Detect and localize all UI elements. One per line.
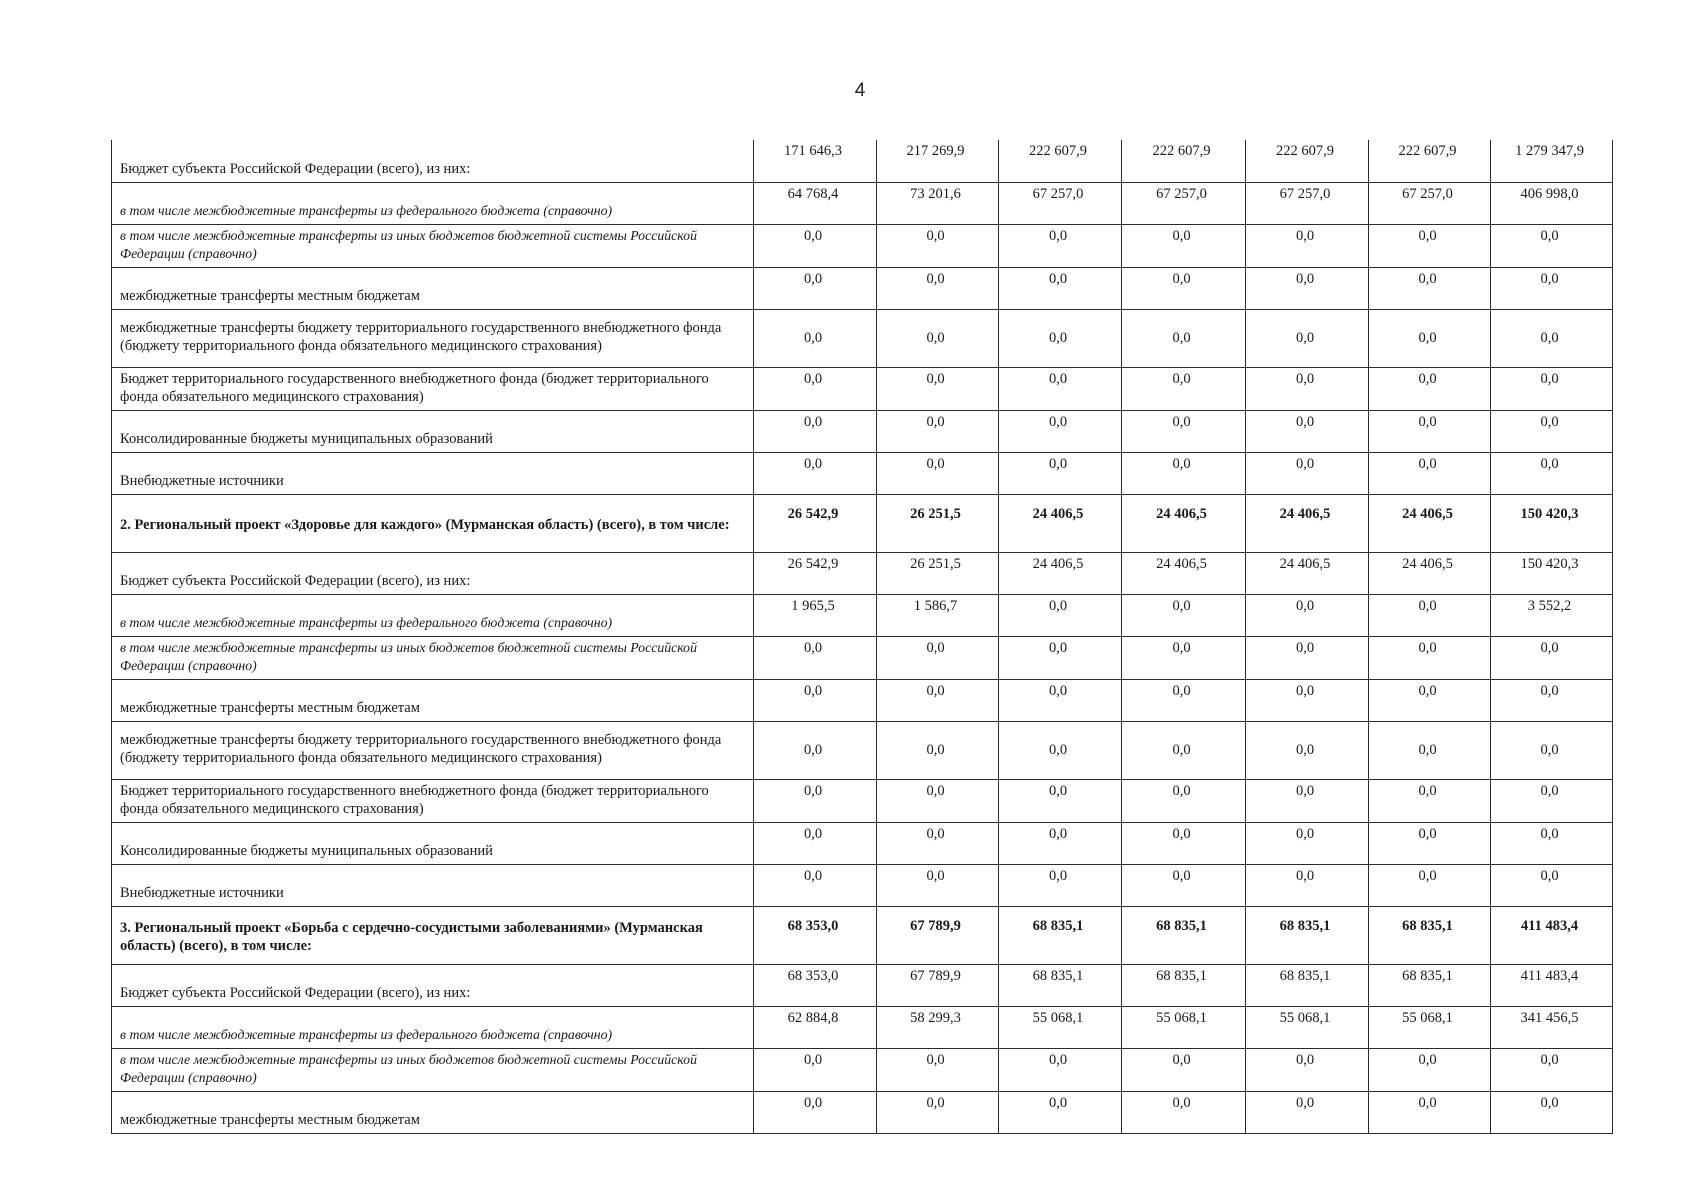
value-cell: 341 456,5 <box>1491 1006 1613 1048</box>
row-label: в том числе межбюджетные трансферты из федерального бюджета (справочно) <box>112 1006 754 1048</box>
value-cell: 0,0 <box>1369 367 1491 410</box>
value-cell: 0,0 <box>1369 594 1491 636</box>
value-cell: 0,0 <box>754 1091 877 1133</box>
value-cell: 55 068,1 <box>1122 1006 1246 1048</box>
table-row <box>112 864 1613 906</box>
value-cell: 0,0 <box>1246 452 1369 494</box>
value-cell: 0,0 <box>1491 452 1613 494</box>
value-cell: 0,0 <box>754 410 877 452</box>
value-cell: 0,0 <box>1491 864 1613 906</box>
value-cell: 26 542,9 <box>754 552 877 594</box>
value-cell: 26 542,9 <box>754 494 877 552</box>
value-cell: 0,0 <box>1491 309 1613 367</box>
value-cell: 0,0 <box>1369 452 1491 494</box>
value-cell: 73 201,6 <box>877 182 999 224</box>
row-label: Внебюджетные источники <box>112 452 754 494</box>
value-cell: 0,0 <box>1491 410 1613 452</box>
value-cell: 0,0 <box>1122 452 1246 494</box>
value-cell: 67 789,9 <box>877 906 999 964</box>
value-cell: 68 835,1 <box>1122 964 1246 1006</box>
table-row <box>112 1091 1613 1133</box>
value-cell: 0,0 <box>1122 267 1246 309</box>
value-cell: 0,0 <box>1246 779 1369 822</box>
row-label: в том числе межбюджетные трансферты из иных бюджетов бюджетной системы Российской Федерации (справочно) <box>112 224 754 267</box>
value-cell: 0,0 <box>754 679 877 721</box>
value-cell: 0,0 <box>754 636 877 679</box>
value-cell: 24 406,5 <box>1369 552 1491 594</box>
value-cell: 0,0 <box>1122 822 1246 864</box>
value-cell: 0,0 <box>1122 779 1246 822</box>
value-cell: 24 406,5 <box>1122 494 1246 552</box>
value-cell: 0,0 <box>1369 636 1491 679</box>
budget-table <box>111 140 1613 1134</box>
value-cell: 0,0 <box>999 721 1122 779</box>
row-label: 3. Региональный проект «Борьба с сердечно-сосудистыми заболеваниями» (Мурманская область) (всего), в том числе: <box>112 906 754 964</box>
value-cell: 0,0 <box>999 452 1122 494</box>
row-label: Бюджет территориального государственного внебюджетного фонда (бюджет территориального фонда обязательного медицинского страхования) <box>112 367 754 410</box>
value-cell: 0,0 <box>877 636 999 679</box>
value-cell: 0,0 <box>1491 721 1613 779</box>
value-cell: 0,0 <box>999 822 1122 864</box>
row-label: в том числе межбюджетные трансферты из иных бюджетов бюджетной системы Российской Федерации (справочно) <box>112 636 754 679</box>
row-label: межбюджетные трансферты местным бюджетам <box>112 267 754 309</box>
value-cell: 0,0 <box>1246 679 1369 721</box>
value-cell: 0,0 <box>1491 679 1613 721</box>
value-cell: 0,0 <box>1246 1091 1369 1133</box>
table-row <box>112 822 1613 864</box>
value-cell: 0,0 <box>877 1091 999 1133</box>
value-cell: 26 251,5 <box>877 494 999 552</box>
value-cell: 0,0 <box>1122 367 1246 410</box>
row-label: Консолидированные бюджеты муниципальных образований <box>112 410 754 452</box>
row-label: 2. Региональный проект «Здоровье для каждого» (Мурманская область) (всего), в том числе: <box>112 494 754 552</box>
value-cell: 55 068,1 <box>1369 1006 1491 1048</box>
table-row <box>112 367 1613 410</box>
value-cell: 0,0 <box>1246 1048 1369 1091</box>
value-cell: 0,0 <box>877 864 999 906</box>
value-cell: 67 257,0 <box>1369 182 1491 224</box>
value-cell: 0,0 <box>1491 822 1613 864</box>
value-cell: 0,0 <box>754 309 877 367</box>
value-cell: 0,0 <box>1246 224 1369 267</box>
value-cell: 0,0 <box>877 721 999 779</box>
value-cell: 0,0 <box>877 1048 999 1091</box>
value-cell: 411 483,4 <box>1491 964 1613 1006</box>
value-cell: 222 607,9 <box>999 140 1122 182</box>
value-cell: 0,0 <box>1122 679 1246 721</box>
value-cell: 0,0 <box>999 267 1122 309</box>
value-cell: 0,0 <box>1491 636 1613 679</box>
table-row <box>112 224 1613 267</box>
row-label: в том числе межбюджетные трансферты из иных бюджетов бюджетной системы Российской Федерации (справочно) <box>112 1048 754 1091</box>
value-cell: 0,0 <box>1369 1048 1491 1091</box>
value-cell: 24 406,5 <box>999 494 1122 552</box>
row-label: Бюджет субъекта Российской Федерации (всего), из них: <box>112 964 754 1006</box>
row-label: Бюджет субъекта Российской Федерации (всего), из них: <box>112 140 754 182</box>
value-cell: 406 998,0 <box>1491 182 1613 224</box>
value-cell: 0,0 <box>754 452 877 494</box>
table-row <box>112 721 1613 779</box>
value-cell: 0,0 <box>1246 309 1369 367</box>
value-cell: 0,0 <box>1122 309 1246 367</box>
table-row <box>112 182 1613 224</box>
value-cell: 411 483,4 <box>1491 906 1613 964</box>
table-row <box>112 267 1613 309</box>
row-label: в том числе межбюджетные трансферты из федерального бюджета (справочно) <box>112 182 754 224</box>
value-cell: 68 835,1 <box>1369 906 1491 964</box>
value-cell: 0,0 <box>1122 224 1246 267</box>
value-cell: 0,0 <box>754 224 877 267</box>
value-cell: 68 353,0 <box>754 964 877 1006</box>
value-cell: 0,0 <box>999 224 1122 267</box>
value-cell: 0,0 <box>999 410 1122 452</box>
value-cell: 68 835,1 <box>1122 906 1246 964</box>
value-cell: 24 406,5 <box>1246 494 1369 552</box>
value-cell: 0,0 <box>877 267 999 309</box>
value-cell: 0,0 <box>877 410 999 452</box>
value-cell: 0,0 <box>877 679 999 721</box>
value-cell: 67 257,0 <box>1122 182 1246 224</box>
row-label: Внебюджетные источники <box>112 864 754 906</box>
value-cell: 0,0 <box>999 1091 1122 1133</box>
row-label: межбюджетные трансферты бюджету территориального государственного внебюджетного фонда (бюджету территориального фонда обязательного медицинского страхования) <box>112 721 754 779</box>
value-cell: 68 835,1 <box>1246 906 1369 964</box>
value-cell: 3 552,2 <box>1491 594 1613 636</box>
row-label: межбюджетные трансферты местным бюджетам <box>112 679 754 721</box>
value-cell: 1 279 347,9 <box>1491 140 1613 182</box>
value-cell: 0,0 <box>1122 864 1246 906</box>
value-cell: 0,0 <box>1122 1091 1246 1133</box>
value-cell: 0,0 <box>877 367 999 410</box>
value-cell: 55 068,1 <box>999 1006 1122 1048</box>
value-cell: 150 420,3 <box>1491 494 1613 552</box>
value-cell: 0,0 <box>999 636 1122 679</box>
value-cell: 24 406,5 <box>1369 494 1491 552</box>
value-cell: 222 607,9 <box>1122 140 1246 182</box>
table-row <box>112 309 1613 367</box>
row-label: межбюджетные трансферты местным бюджетам <box>112 1091 754 1133</box>
table-row <box>112 1006 1613 1048</box>
value-cell: 0,0 <box>877 309 999 367</box>
table-row <box>112 779 1613 822</box>
table-row <box>112 410 1613 452</box>
value-cell: 0,0 <box>1369 779 1491 822</box>
value-cell: 0,0 <box>999 594 1122 636</box>
value-cell: 68 835,1 <box>1369 964 1491 1006</box>
value-cell: 0,0 <box>754 864 877 906</box>
value-cell: 24 406,5 <box>999 552 1122 594</box>
table-row <box>112 906 1613 964</box>
value-cell: 0,0 <box>1246 410 1369 452</box>
value-cell: 0,0 <box>1122 410 1246 452</box>
value-cell: 0,0 <box>877 224 999 267</box>
value-cell: 0,0 <box>1369 864 1491 906</box>
value-cell: 0,0 <box>1491 367 1613 410</box>
value-cell: 0,0 <box>999 309 1122 367</box>
value-cell: 150 420,3 <box>1491 552 1613 594</box>
value-cell: 0,0 <box>1491 1048 1613 1091</box>
value-cell: 68 835,1 <box>999 906 1122 964</box>
value-cell: 26 251,5 <box>877 552 999 594</box>
value-cell: 58 299,3 <box>877 1006 999 1048</box>
table-row <box>112 679 1613 721</box>
value-cell: 0,0 <box>1369 309 1491 367</box>
value-cell: 0,0 <box>999 1048 1122 1091</box>
value-cell: 0,0 <box>1369 679 1491 721</box>
value-cell: 68 353,0 <box>754 906 877 964</box>
value-cell: 217 269,9 <box>877 140 999 182</box>
table-row <box>112 636 1613 679</box>
value-cell: 0,0 <box>1246 267 1369 309</box>
value-cell: 0,0 <box>1369 224 1491 267</box>
value-cell: 0,0 <box>877 452 999 494</box>
value-cell: 0,0 <box>1246 594 1369 636</box>
table-row <box>112 140 1613 182</box>
budget-table-body <box>112 140 1613 1133</box>
value-cell: 0,0 <box>754 721 877 779</box>
value-cell: 0,0 <box>1491 779 1613 822</box>
value-cell: 0,0 <box>877 779 999 822</box>
value-cell: 68 835,1 <box>999 964 1122 1006</box>
value-cell: 1 586,7 <box>877 594 999 636</box>
value-cell: 67 257,0 <box>999 182 1122 224</box>
value-cell: 0,0 <box>1122 721 1246 779</box>
value-cell: 0,0 <box>877 822 999 864</box>
value-cell: 0,0 <box>1491 1091 1613 1133</box>
value-cell: 0,0 <box>754 779 877 822</box>
value-cell: 0,0 <box>754 267 877 309</box>
value-cell: 0,0 <box>1246 822 1369 864</box>
value-cell: 171 646,3 <box>754 140 877 182</box>
value-cell: 0,0 <box>754 367 877 410</box>
page-number: 4 <box>854 80 866 101</box>
row-label: Бюджет субъекта Российской Федерации (всего), из них: <box>112 552 754 594</box>
value-cell: 0,0 <box>1369 267 1491 309</box>
table-row <box>112 594 1613 636</box>
value-cell: 64 768,4 <box>754 182 877 224</box>
value-cell: 0,0 <box>1369 721 1491 779</box>
value-cell: 0,0 <box>1246 864 1369 906</box>
table-row <box>112 552 1613 594</box>
value-cell: 0,0 <box>999 864 1122 906</box>
value-cell: 62 884,8 <box>754 1006 877 1048</box>
value-cell: 67 257,0 <box>1246 182 1369 224</box>
value-cell: 222 607,9 <box>1369 140 1491 182</box>
value-cell: 0,0 <box>999 779 1122 822</box>
table-row <box>112 964 1613 1006</box>
value-cell: 0,0 <box>1122 636 1246 679</box>
value-cell: 0,0 <box>1491 224 1613 267</box>
value-cell: 24 406,5 <box>1246 552 1369 594</box>
table-row <box>112 1048 1613 1091</box>
value-cell: 0,0 <box>1122 1048 1246 1091</box>
value-cell: 0,0 <box>1369 822 1491 864</box>
table-row <box>112 494 1613 552</box>
value-cell: 0,0 <box>1369 1091 1491 1133</box>
value-cell: 55 068,1 <box>1246 1006 1369 1048</box>
value-cell: 0,0 <box>999 367 1122 410</box>
value-cell: 67 789,9 <box>877 964 999 1006</box>
value-cell: 0,0 <box>1246 636 1369 679</box>
value-cell: 222 607,9 <box>1246 140 1369 182</box>
value-cell: 24 406,5 <box>1122 552 1246 594</box>
row-label: межбюджетные трансферты бюджету территориального государственного внебюджетного фонда (бюджету территориального фонда обязательного медицинского страхования) <box>112 309 754 367</box>
value-cell: 0,0 <box>754 1048 877 1091</box>
value-cell: 0,0 <box>1369 410 1491 452</box>
value-cell: 68 835,1 <box>1246 964 1369 1006</box>
value-cell: 1 965,5 <box>754 594 877 636</box>
row-label: в том числе межбюджетные трансферты из федерального бюджета (справочно) <box>112 594 754 636</box>
value-cell: 0,0 <box>1122 594 1246 636</box>
value-cell: 0,0 <box>1246 367 1369 410</box>
value-cell: 0,0 <box>1491 267 1613 309</box>
row-label: Бюджет территориального государственного внебюджетного фонда (бюджет территориального фонда обязательного медицинского страхования) <box>112 779 754 822</box>
table-row <box>112 452 1613 494</box>
value-cell: 0,0 <box>999 679 1122 721</box>
value-cell: 0,0 <box>1246 721 1369 779</box>
value-cell: 0,0 <box>754 822 877 864</box>
row-label: Консолидированные бюджеты муниципальных образований <box>112 822 754 864</box>
